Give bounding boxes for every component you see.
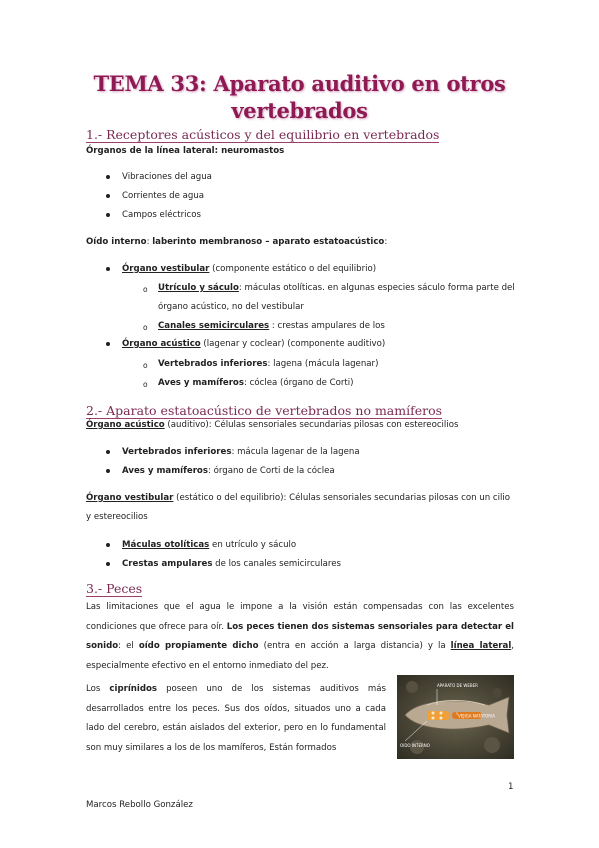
s2-aves-item: Aves y mamíferos: órgano de Corti de la cóclea <box>122 466 335 476</box>
peces-paragraph-1: Las limitaciones que el agua le impone a la visión están compensadas con las excelentes condiciones que ofrece para oír. Los peces tienen dos sistemas sensoriales para detectar el sonido: el oído propiamente dicho (entra en acción a larga distancia) y la línea lateral, especialmente efectivo en el entorno inmediato del pez. <box>86 602 515 671</box>
circle-bullet-icon: o <box>143 361 148 370</box>
figure-label-weber: APARATO DE WEBER <box>437 683 478 688</box>
s2-vestibular-line: Órgano vestibular (estático o del equilibrio): Células sensoriales secundarias pilosas con un cilio <box>86 493 511 503</box>
figure-label-vejiga: VEJIGA NATATORIA <box>458 713 495 719</box>
bullet-icon <box>106 450 110 454</box>
inner-label: Oído interno <box>86 237 147 247</box>
bullet-icon <box>106 469 110 473</box>
fish-ear-figure <box>397 675 514 759</box>
canales-item: Canales semicirculares : crestas ampulares de los <box>158 321 385 331</box>
peces-paragraph-2: Los ciprínidos poseen uno de los sistemas auditivos más desarrollados entre los peces. Sus dos oídos, situados uno a cada lado del cerebro, están aislados del exterior, pero en lo fundamental son muy similares a los de los mamíferos, Están formados <box>86 684 386 753</box>
page-title <box>60 70 539 124</box>
s2-acustico-line: Órgano acústico (auditivo): Células sensoriales secundarias pilosas con estereocilios <box>86 420 459 430</box>
title-line-1: TEMA 33: Aparato auditivo en otros <box>93 71 506 96</box>
lateral-line-definition: Órganos de la línea lateral: neuromastos <box>86 146 285 156</box>
inner-ear-definition: Oído interno: laberinto membranoso – aparato estatoacústico: <box>86 237 388 247</box>
acustico-item: Órgano acústico (lagenar y coclear) (componente auditivo) <box>122 339 386 349</box>
bullet-icon <box>106 543 110 547</box>
circle-bullet-icon: o <box>143 323 148 332</box>
footer-author: Marcos Rebollo González <box>86 800 193 810</box>
section-2-heading: 2.- Aparato estatoacústico de vertebrados no mamíferos <box>86 403 443 418</box>
bullet-icon <box>106 342 110 346</box>
inner-value: laberinto membranoso – aparato estatoacústico <box>152 237 385 247</box>
figure-label-oido: OIDO INTERNO <box>400 743 430 748</box>
vestibular-item: Órgano vestibular (componente estático o del equilibrio) <box>122 264 377 274</box>
vinf-item: Vertebrados inferiores: lagena (mácula lagenar) <box>158 359 379 369</box>
circle-bullet-icon: o <box>143 285 148 294</box>
utriculo-item: Utrículo y sáculo: máculas otolíticas. en algunas especies sáculo forma parte del <box>158 283 515 293</box>
s2-vinf-item: Vertebrados inferiores: mácula lagenar de la lagena <box>122 447 360 457</box>
bullet-icon <box>106 175 110 179</box>
maculas-item: Máculas otolíticas en utrículo y sáculo <box>122 540 297 550</box>
crestas-item: Crestas ampulares de los canales semicirculares <box>122 559 342 569</box>
lateral-value: neuromastos <box>221 146 285 156</box>
aves-item: Aves y mamíferos: cóclea (órgano de Corti) <box>158 378 354 388</box>
bullet-icon <box>106 267 110 271</box>
lateral-item: Campos eléctricos <box>122 210 201 220</box>
bullet-icon <box>106 194 110 198</box>
s2-vestibular-line-cont: y estereocilios <box>86 512 148 522</box>
circle-bullet-icon: o <box>143 380 148 389</box>
utriculo-item-cont: órgano acústico, no del vestibular <box>158 302 304 312</box>
section-3-heading: 3.- Peces <box>86 581 143 596</box>
section-1-heading: 1.- Receptores acústicos y del equilibrio en vertebrados <box>86 127 440 142</box>
bullet-icon <box>106 213 110 217</box>
lateral-label: Órganos de la línea lateral <box>86 146 215 156</box>
lateral-item: Corrientes de agua <box>122 191 205 201</box>
title-line-2: vertebrados <box>231 98 368 123</box>
page-number: 1 <box>508 782 514 792</box>
fish-ear-illustration <box>397 675 514 759</box>
lateral-item: Vibraciones del agua <box>122 172 212 182</box>
bullet-icon <box>106 562 110 566</box>
